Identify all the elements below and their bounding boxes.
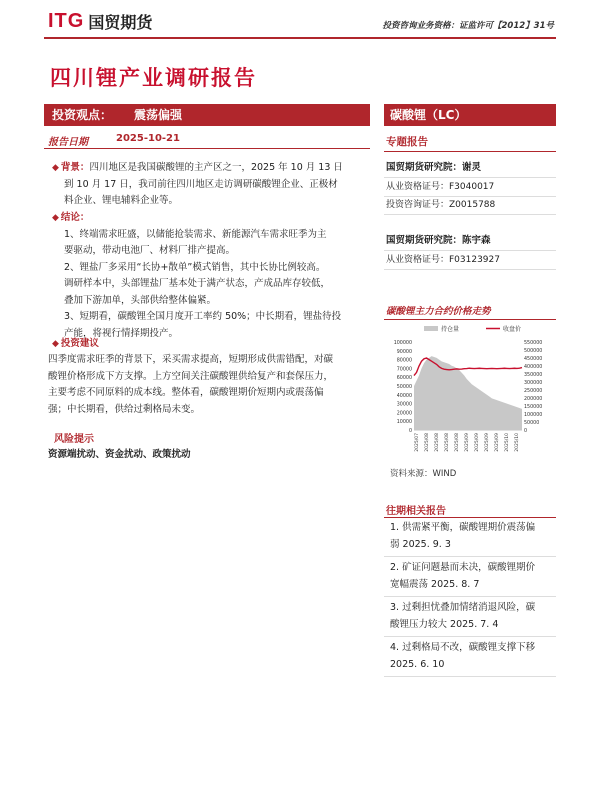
past-report-line: 弱 2025. 9. 3 — [390, 539, 451, 550]
x-tick-label: 2025/08 — [435, 433, 440, 452]
topic-divider — [384, 151, 556, 152]
y-right-tick-label: 50000 — [524, 421, 540, 426]
background-section — [52, 160, 368, 210]
background-line: 料企业、锂电辅料企业等。 — [64, 195, 179, 206]
x-tick-label: 2025/08 — [445, 433, 450, 452]
legend-label: 收盘价 — [503, 326, 522, 333]
x-tick-label: 2025/10 — [505, 433, 510, 452]
past-report-item[interactable] — [390, 559, 552, 593]
y-right-tick-label: 500000 — [524, 349, 543, 354]
past-report-line: 2. 矿证问题悬而未决，碳酸锂期价 — [390, 562, 536, 573]
background-line: 到 10 月 17 日，我司前往四川地区走访调研碳酸锂企业、正极材 — [64, 178, 338, 190]
y-left-tick-label: 20000 — [396, 411, 412, 417]
row-divider — [384, 250, 556, 251]
past-report-line: 1. 供需紧平衡，碳酸锂期价震荡偏 — [390, 522, 536, 533]
advice-heading — [52, 336, 368, 353]
analyst-license: 从业资格证号：F03123927 — [386, 255, 500, 265]
risk-text: 资源端扰动、资金扰动、政策扰动 — [48, 449, 191, 460]
chart-title-divider — [384, 319, 556, 320]
logo-itg-text: ITG — [48, 9, 85, 32]
report-date-value: 2025-10-21 — [116, 133, 180, 144]
diamond-icon: ◆ — [52, 213, 59, 223]
row-divider — [384, 269, 556, 270]
y-right-tick-label: 450000 — [524, 357, 543, 362]
past-report-item[interactable] — [390, 599, 552, 633]
conclusion-line: 2、锂盐厂多采用“长协+散单”模式销售，其中长协比例较高。 — [64, 261, 326, 273]
logo-cn-text: 国贸期货 — [88, 12, 153, 32]
advice-line: 强；中长期看，供给过剩格局未变。 — [48, 403, 201, 415]
conclusion-line: 3、短期看，碳酸锂全国月度开工率约 50%；中长期看，锂盐待投 — [64, 311, 342, 322]
page-title: 四川锂产业调研报告 — [50, 66, 257, 90]
report-date-label: 报告日期 — [48, 137, 88, 148]
advice-line: 四季度需求旺季的背景下，采买需求提高，短期形成供需错配，对碳 — [48, 354, 334, 365]
past-report-item[interactable] — [390, 639, 552, 673]
y-right-tick-label: 0 — [524, 429, 528, 434]
y-left-tick-label: 100000 — [393, 341, 412, 346]
y-left-tick-label: 80000 — [396, 358, 412, 364]
y-left-tick-label: 40000 — [396, 393, 412, 399]
past-reports-title: 往期相关报告 — [386, 506, 446, 517]
past-report-line: 宽幅震荡 2025. 8. 7 — [390, 579, 480, 590]
chart-title: 碳酸锂主力合约价格走势 — [386, 306, 491, 317]
product-bar — [384, 104, 556, 126]
y-left-tick-label: 60000 — [396, 376, 412, 382]
chart-source: 资料来源：WIND — [390, 469, 457, 479]
x-tick-label: 2025/09 — [485, 433, 490, 452]
x-tick-label: 2025/10 — [515, 433, 520, 452]
y-right-tick-label: 400000 — [524, 365, 543, 370]
analyst-name: 国贸期货研究院：谢灵 — [386, 162, 482, 173]
y-right-tick-label: 200000 — [524, 397, 543, 402]
past-report-separator — [384, 636, 556, 637]
y-right-tick-label: 350000 — [524, 373, 543, 378]
background-line: 四川地区是我国碳酸锂的主产区之一，2025 年 10 月 13 日 — [89, 162, 343, 173]
header-divider — [44, 37, 556, 39]
background-head: 背景： — [60, 162, 90, 173]
series-area-open-interest — [414, 356, 522, 430]
y-right-tick-label: 550000 — [524, 341, 543, 346]
x-tick-label: 2025/09 — [495, 433, 500, 452]
past-report-separator — [384, 676, 556, 677]
row-divider — [384, 177, 556, 178]
conclusion-line: 要驱动，带动电池厂、材料厂排产提高。 — [64, 245, 236, 256]
y-right-tick-label: 100000 — [524, 413, 543, 418]
topic-title: 专题报告 — [386, 136, 428, 148]
x-tick-label: 2025/07 — [415, 433, 420, 452]
legend-label: 持仓量 — [441, 326, 460, 333]
y-right-tick-label: 150000 — [524, 405, 543, 410]
conclusion-line: 产能，将视行情择期投产。 — [64, 327, 179, 339]
y-left-tick-label: 10000 — [396, 420, 412, 426]
y-left-tick-label: 70000 — [396, 367, 412, 373]
conclusion-head: 结论： — [60, 212, 90, 223]
itg-logo — [48, 10, 152, 32]
y-left-tick-label: 30000 — [396, 402, 412, 408]
product-name: 碳酸锂（LC） — [390, 108, 467, 122]
price-trend-chart — [384, 322, 556, 462]
conclusion-line: 调研样本中，头部锂盐厂基本处于满产状态，产成品库存较低， — [64, 278, 331, 289]
conclusion-line: 叠加下游加单，头部供给整体偏紧。 — [64, 294, 217, 306]
y-right-tick-label: 250000 — [524, 389, 543, 394]
past-report-line: 3. 过剩担忧叠加情绪消退风险，碳 — [390, 602, 536, 613]
advice-line: 主要考虑不同原料的成本线。整体看，碳酸锂期价短期内或震荡偏 — [48, 387, 324, 398]
row-divider — [384, 214, 556, 215]
past-report-item[interactable] — [390, 519, 552, 553]
diamond-icon: ◆ — [52, 339, 59, 349]
past-report-separator — [384, 556, 556, 557]
y-right-tick-label: 300000 — [524, 381, 543, 386]
risk-title: 风险提示 — [54, 434, 94, 445]
report-date-row — [44, 130, 370, 149]
advice-line: 酸锂价格形成下方支撑。上方空间关注碳酸锂供给复产和套保压力， — [48, 370, 334, 382]
conclusion-line: 1、终端需求旺盛，以储能抢装需求、新能源汽车需求旺季为主 — [64, 228, 327, 240]
view-label: 投资观点： — [52, 108, 113, 122]
legend-swatch-open-interest — [424, 326, 438, 331]
advice-text — [48, 352, 370, 418]
y-left-tick-label: 50000 — [396, 385, 412, 390]
past-report-line: 酸锂压力较大 2025. 7. 4 — [390, 619, 499, 630]
x-tick-label: 2025/08 — [455, 433, 460, 452]
conclusion-section — [52, 210, 368, 342]
y-left-tick-label: 90000 — [396, 349, 412, 355]
advice-head: 投资建议 — [60, 338, 99, 349]
x-tick-label: 2025/09 — [475, 433, 480, 452]
view-value: 震荡偏强 — [134, 108, 183, 122]
x-tick-label: 2025/09 — [465, 433, 470, 452]
past-report-separator — [384, 596, 556, 597]
y-left-tick-label: 0 — [408, 429, 412, 434]
license-text: 投资咨询业务资格：证监许可【2012】31号 — [382, 21, 554, 31]
x-tick-label: 2025/08 — [425, 433, 430, 452]
analyst-license: 投资咨询证号：Z0015788 — [386, 200, 496, 210]
diamond-icon: ◆ — [52, 163, 59, 173]
past-report-line: 4. 过剩格局不改，碳酸锂支撑下移 — [390, 642, 536, 653]
analyst-name: 国贸期货研究院：陈宇森 — [386, 235, 491, 246]
past-reports-divider — [384, 517, 556, 518]
investment-view-bar — [44, 104, 370, 126]
analyst-license: 从业资格证号：F3040017 — [386, 182, 495, 192]
past-report-line: 2025. 6. 10 — [390, 659, 445, 670]
